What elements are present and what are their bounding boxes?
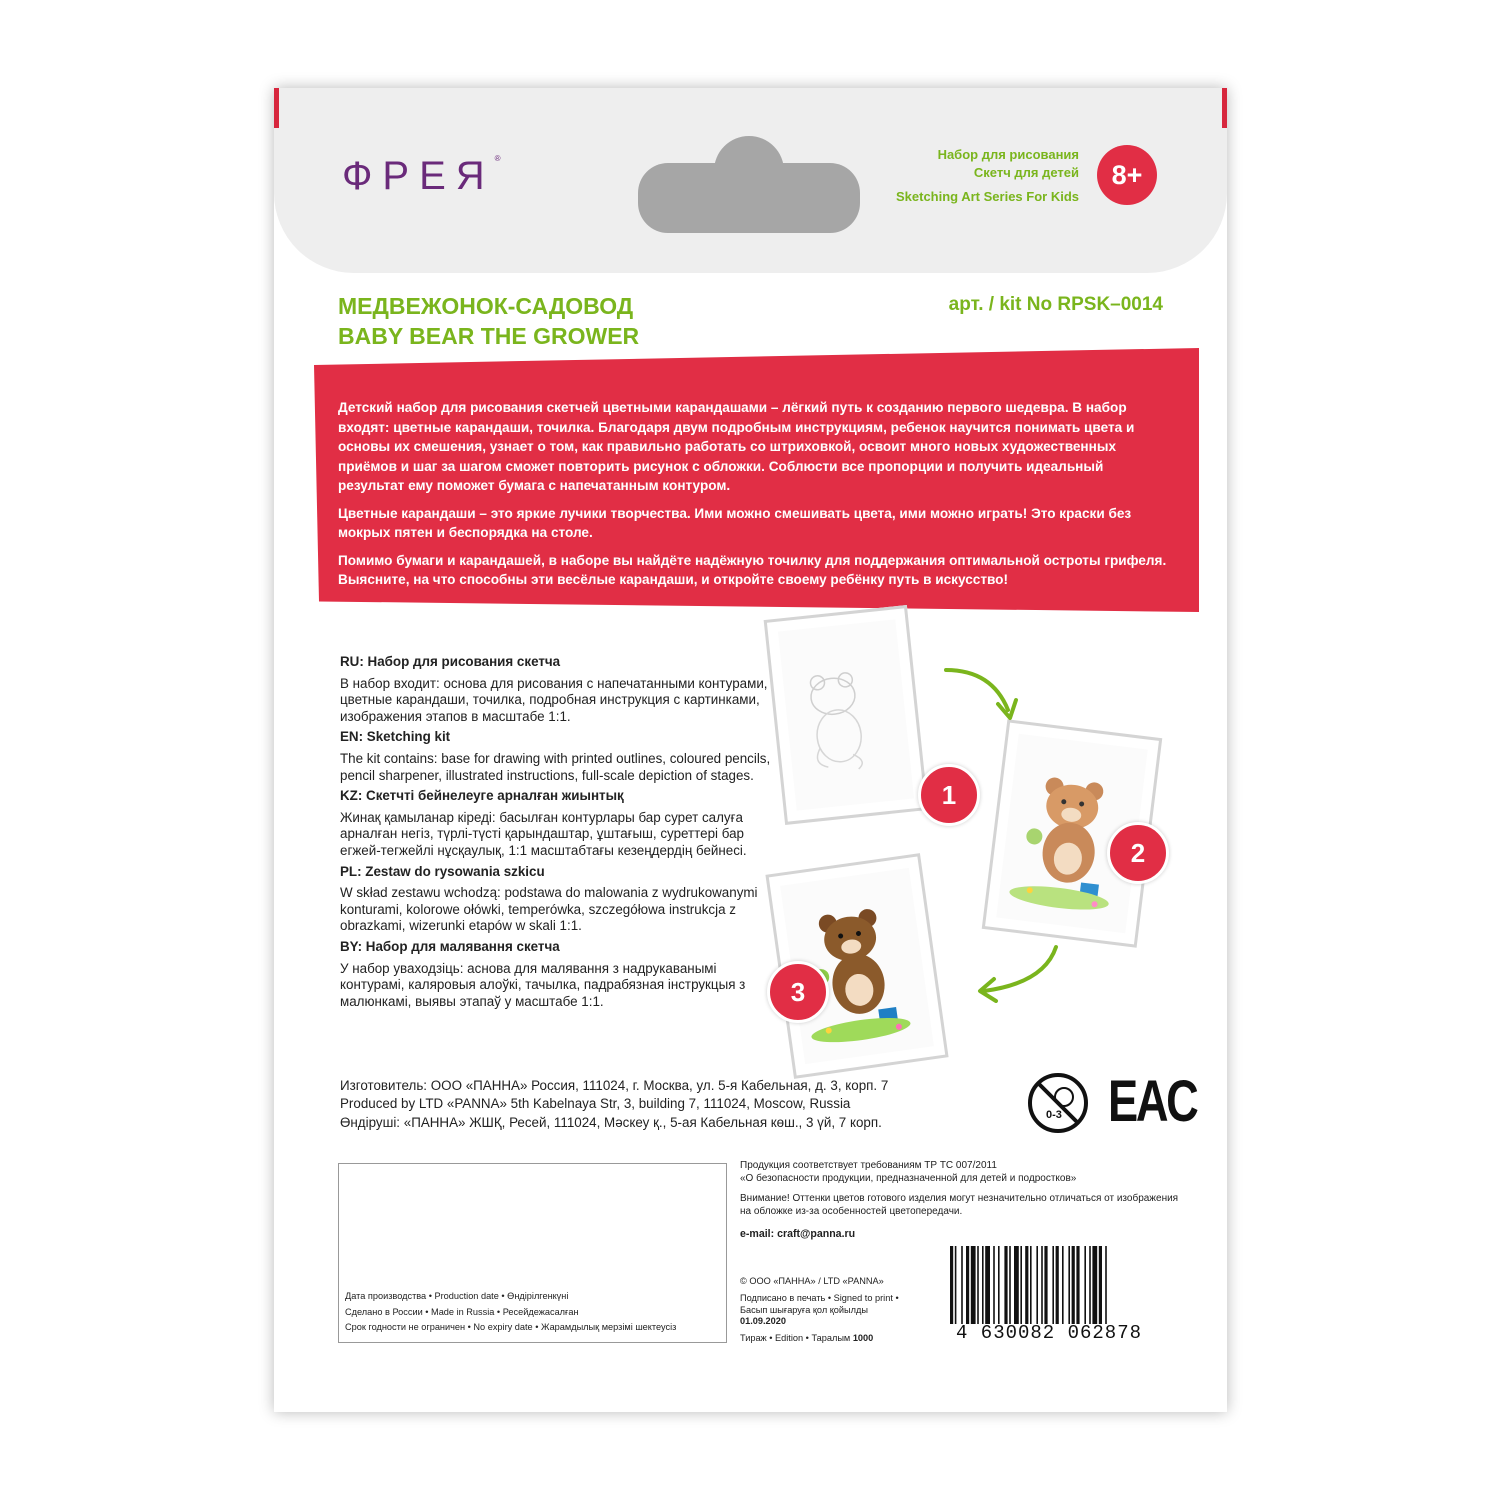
description-paragraph: Детский набор для рисования скетчей цветными карандашами – лёгкий путь к созданию первого шедевра. В набор входят: цветные карандаши, точилка. Благодаря двум подробным инструкциям, ребенок научится понимать цвета и основы их смешения, узнает о том, как правильно работать со штриховкой, освоит много новых художественных приёмов и шаг за шагом сможет повторить рисунок с обложки. Соблюсти все пропорции и получить идеальный результат ему поможет бумага с напечатанным контуром.: [338, 400, 1135, 493]
print-info: [740, 1276, 960, 1350]
manufacturer-ru: Изготовитель: ООО «ПАННА» Россия, 111024, г. Москва, ул. 5-я Кабельная, д. 3, корп. 7: [340, 1078, 889, 1093]
stamp-text: [345, 1289, 676, 1336]
series-en: Sketching Art Series For Kids: [895, 189, 1079, 204]
lang-heading-by: BY: Набор для малявання скетча: [340, 938, 560, 954]
bear-sketch-image: [778, 619, 914, 810]
description-text: [338, 398, 1168, 598]
series-ru-1: Набор для рисования: [937, 147, 1079, 162]
no-small-children-icon: [1026, 1071, 1090, 1135]
step-card-1: [764, 605, 929, 825]
barcode-bars: [950, 1246, 1150, 1324]
step-image-sketch: [778, 619, 914, 810]
arrow-step-1-to-2: [942, 664, 1022, 724]
series-label: [896, 146, 1079, 206]
step-badge-2: 2: [1107, 822, 1169, 884]
title-en: BABY BEAR THE GROWER: [338, 323, 640, 349]
lang-text-pl: W skład zestawu wchodzą: podstawa do malowania z wydrukowanymi konturami, kolorowe ołówki, temperówka, szczegółowa instrukcja z obrazkami, wizerunki etapów w skali 1:1.: [340, 885, 758, 934]
lang-text-kz: Жинақ қамыланар кіреді: басылған контурлары бар сурет салуға арналған негіз, түрлі-түсті қарындаштар, ұштағыш, суреттері бар егжей-тегжейлі нұсқаулық, 1:1 масштабтағы кезеңдердің бейнесі.: [340, 809, 747, 858]
barcode-number: 4 630082 062878: [955, 1322, 1143, 1344]
package-back: [274, 88, 1227, 1412]
edition-value: 1000: [852, 1333, 874, 1344]
stamp-line: Сделано в России • Made in Russia • Ресейдежасалған: [345, 1306, 579, 1317]
product-title: [338, 291, 639, 351]
title-ru: МЕДВЕЖОНОК-САДОВОД: [338, 293, 634, 319]
copyright: © ООО «ПАННА» / LTD «PANNA»: [740, 1276, 884, 1286]
eac-mark: EAC: [1108, 1069, 1197, 1134]
legal-info: [740, 1160, 1180, 1249]
series-ru-2: Скетч для детей: [973, 165, 1079, 180]
stamp-line: Срок годности не ограничен • No expiry date • Жарамдылық мерзімі шектеусіз: [345, 1322, 677, 1333]
kit-number: арт. / kit No RPSK–0014: [948, 294, 1163, 315]
lang-heading-en: EN: Sketching kit: [340, 729, 451, 745]
age-badge: 8+: [1097, 145, 1157, 205]
lang-text-by: У набор уваходзіць: аснова для малявання з надрукаванымі контурамі, каляровыя алоўкі, тачылка, падрабязная інструкцыя з малюнкамі, выявы этапаў у масштабе 1:1.: [340, 960, 746, 1009]
manufacturer-kz: Өндіруші: «ПАННА» ЖШҚ, Ресей, 111024, Мәскеу қ., 5-ая Кабельная көш., 3 үй, 7 корп.: [340, 1114, 882, 1130]
stamp-line: Дата производства • Production date • Өндірілгенкүні: [345, 1291, 569, 1302]
age-warning-label: 0-3: [1046, 1109, 1062, 1121]
production-stamp-box: [338, 1163, 727, 1343]
manufacturer-en: Produced by LTD «PANNA» 5th Kabelnaya Str, 3, building 7, 111024, Moscow, Russia: [340, 1096, 851, 1112]
compliance-line-2: «О безопасности продукции, предназначенной для детей и подростков»: [740, 1172, 1077, 1184]
signed-line-2: Басып шығаруға қол қойылды: [740, 1304, 868, 1315]
edition-label: Тираж • Edition • Таралым: [740, 1333, 851, 1344]
lang-text-en: The kit contains: base for drawing with printed outlines, coloured pencils, pencil sharpener, illustrated instructions, full-scale depiction of stages.: [340, 750, 771, 783]
red-edge-right: [1222, 88, 1227, 128]
red-edge-left: [274, 88, 279, 128]
description-paragraph: Помимо бумаги и карандашей, в наборе вы найдёте надёжную точилку для поддержания оптимальной остроты грифеля. Выясните, на что способны эти весёлые карандаши, и откройте своему ребёнку путь в искусство!: [338, 552, 1167, 587]
step-badge-1: 1: [918, 764, 980, 826]
manufacturer-info: [340, 1077, 980, 1132]
lang-heading-kz: KZ: Скетчті бейнелеуге арналған жиынтық: [340, 788, 624, 804]
lang-text-ru: В набор входит: основа для рисования с напечатанными контурами, цветные карандаши, точилка, подробная инструкция с картинками, изображения этапов в масштабе 1:1.: [340, 675, 768, 724]
step-badge-3: 3: [767, 961, 829, 1023]
hang-hole: [638, 163, 860, 233]
description-paragraph: Цветные карандаши – это яркие лучики творчества. Ими можно смешивать цвета, ими можно играть! Это краски без мокрых пятен и беспорядка на столе.: [338, 505, 1132, 540]
color-warning: Внимание! Оттенки цветов готового изделия могут незначительно отличаться от изображения на обложке из-за особенностей цветопередачи.: [740, 1193, 1179, 1217]
language-descriptions: [340, 653, 780, 1014]
signed-date: 01.09.2020: [740, 1315, 786, 1326]
arrow-step-2-to-3: [974, 943, 1064, 1003]
contact-email: e-mail: craft@panna.ru: [740, 1228, 856, 1240]
compliance-line-1: Продукция соответствует требованиям ТР ТС 007/2011: [740, 1160, 997, 1171]
brand-logo: ФРЕЯ®: [342, 154, 501, 198]
signed-line-1: Подписано в печать • Signed to print •: [740, 1293, 899, 1304]
lang-heading-ru: RU: Набор для рисования скетча: [340, 654, 561, 669]
lang-heading-pl: PL: Zestaw do rysowania szkicu: [340, 863, 545, 879]
